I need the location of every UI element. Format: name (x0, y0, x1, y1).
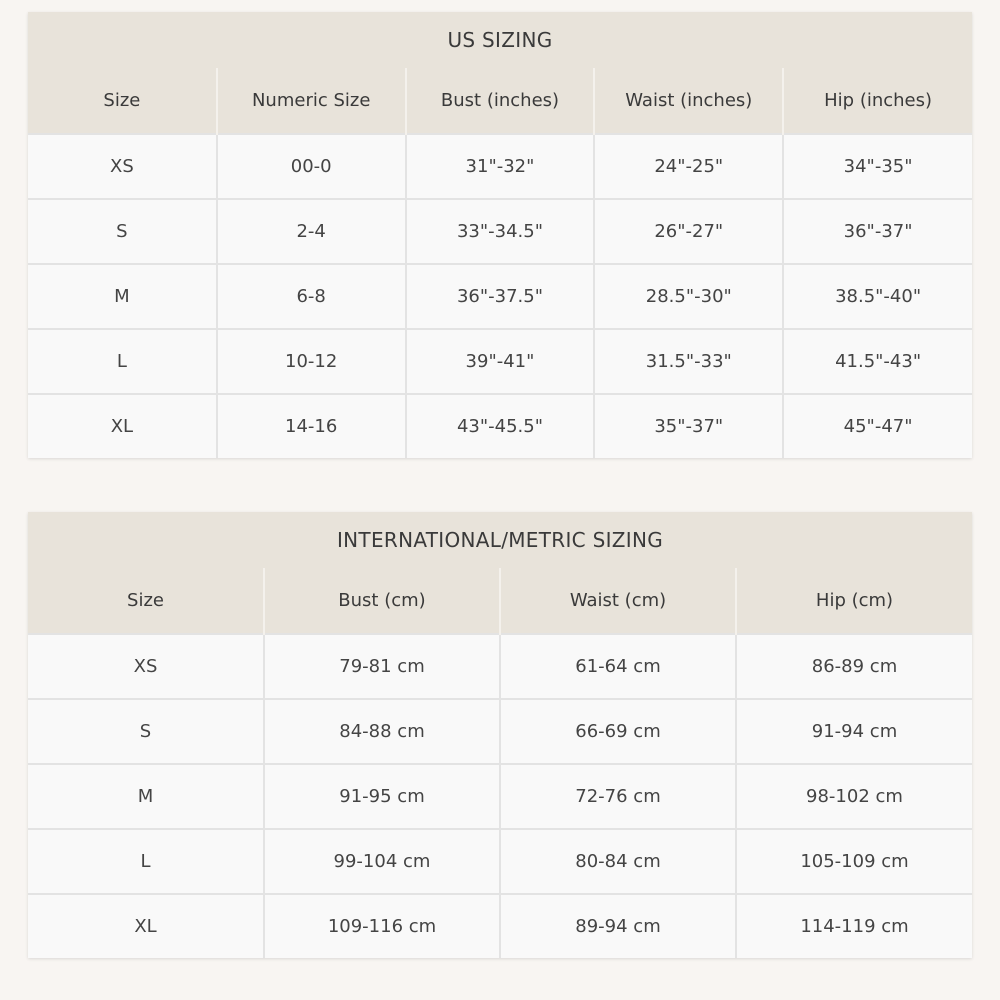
hip-cell: 36"-37" (783, 199, 972, 264)
column-header-hip: Hip (cm) (736, 568, 972, 634)
table-row (28, 634, 972, 699)
hip-cell: 45"-47" (783, 394, 972, 458)
size-cell: XL (28, 894, 264, 958)
bust-cell: 33"-34.5" (406, 199, 595, 264)
column-header-waist: Waist (cm) (500, 568, 736, 634)
waist-cell: 28.5"-30" (594, 264, 783, 329)
waist-cell: 72-76 cm (500, 764, 736, 829)
hip-cell: 98-102 cm (736, 764, 972, 829)
waist-cell: 24"-25" (594, 134, 783, 199)
bust-cell: 109-116 cm (264, 894, 500, 958)
column-header-bust: Bust (inches) (406, 68, 595, 134)
us-sizing-header-row (28, 68, 972, 134)
table-row (28, 699, 972, 764)
column-header-size: Size (28, 568, 264, 634)
table-row (28, 329, 972, 394)
size-cell: L (28, 329, 217, 394)
column-header-waist: Waist (inches) (594, 68, 783, 134)
intl-sizing-table (28, 512, 972, 958)
waist-cell: 80-84 cm (500, 829, 736, 894)
table-row (28, 894, 972, 958)
waist-cell: 66-69 cm (500, 699, 736, 764)
size-cell: M (28, 264, 217, 329)
us-sizing-title: US SIZING (28, 12, 972, 68)
hip-cell: 38.5"-40" (783, 264, 972, 329)
table-row (28, 199, 972, 264)
waist-cell: 26"-27" (594, 199, 783, 264)
bust-cell: 43"-45.5" (406, 394, 595, 458)
table-row (28, 829, 972, 894)
hip-cell: 105-109 cm (736, 829, 972, 894)
numeric-size-cell: 2-4 (217, 199, 406, 264)
hip-cell: 114-119 cm (736, 894, 972, 958)
intl-sizing-title: INTERNATIONAL/METRIC SIZING (28, 512, 972, 568)
waist-cell: 31.5"-33" (594, 329, 783, 394)
table-row (28, 764, 972, 829)
us-sizing-title-row (28, 12, 972, 68)
bust-cell: 39"-41" (406, 329, 595, 394)
bust-cell: 31"-32" (406, 134, 595, 199)
column-header-numeric-size: Numeric Size (217, 68, 406, 134)
hip-cell: 86-89 cm (736, 634, 972, 699)
column-header-bust: Bust (cm) (264, 568, 500, 634)
bust-cell: 36"-37.5" (406, 264, 595, 329)
column-header-hip: Hip (inches) (783, 68, 972, 134)
waist-cell: 61-64 cm (500, 634, 736, 699)
size-cell: L (28, 829, 264, 894)
bust-cell: 84-88 cm (264, 699, 500, 764)
size-cell: M (28, 764, 264, 829)
size-cell: XL (28, 394, 217, 458)
waist-cell: 35"-37" (594, 394, 783, 458)
numeric-size-cell: 6-8 (217, 264, 406, 329)
size-cell: XS (28, 634, 264, 699)
numeric-size-cell: 14-16 (217, 394, 406, 458)
size-cell: S (28, 199, 217, 264)
hip-cell: 91-94 cm (736, 699, 972, 764)
us-sizing-table (28, 12, 972, 458)
hip-cell: 41.5"-43" (783, 329, 972, 394)
table-row (28, 264, 972, 329)
numeric-size-cell: 10-12 (217, 329, 406, 394)
column-header-size: Size (28, 68, 217, 134)
numeric-size-cell: 00-0 (217, 134, 406, 199)
table-row (28, 134, 972, 199)
intl-sizing-header-row (28, 568, 972, 634)
waist-cell: 89-94 cm (500, 894, 736, 958)
hip-cell: 34"-35" (783, 134, 972, 199)
bust-cell: 99-104 cm (264, 829, 500, 894)
bust-cell: 91-95 cm (264, 764, 500, 829)
table-row (28, 394, 972, 458)
bust-cell: 79-81 cm (264, 634, 500, 699)
size-cell: S (28, 699, 264, 764)
size-cell: XS (28, 134, 217, 199)
intl-sizing-title-row (28, 512, 972, 568)
